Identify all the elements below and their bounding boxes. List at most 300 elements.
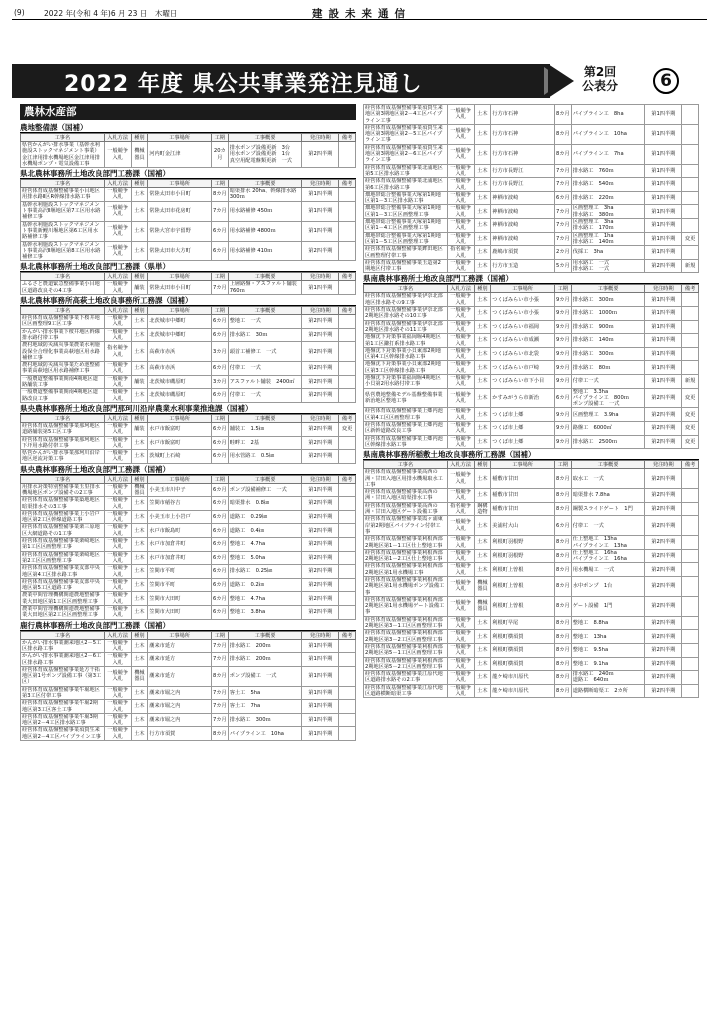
bureau-heading: 鹿行農林事務所土地改良部門工務課（国補） [20,620,356,631]
column-header-name: 工事名 [21,414,105,422]
column-header-method: 入札方法 [104,631,131,639]
work-type: 土木 [474,657,491,671]
work-location: 河内町金江津 [148,142,212,168]
work-term: 8カ月 [554,105,571,125]
remarks [339,700,356,714]
order-period: 第2四半期 [302,524,339,538]
column-header-note: 備考 [339,134,356,142]
column-header-kind: 種別 [474,461,491,469]
project-name: 経営体育成基盤整備事業上郷内池区幹線排水路工事 [364,435,448,449]
work-type: 土木 [474,219,491,233]
work-outline: 舗装工 1.5㎞ [228,422,302,436]
work-type: 土木 [474,347,491,361]
work-outline: 付帯工 一式 [228,389,302,403]
work-type: 機械器具 [474,577,491,597]
order-period: 第1四半期 [302,713,339,727]
work-location: 潮来市堀之内 [148,700,212,714]
remarks [682,563,699,577]
column-header-period: 発注時期 [302,134,339,142]
work-term: 9カ月 [554,320,571,334]
project-name: 経営体育成基盤整備事業栗崎地区第1工区区画整理工事 [21,538,105,552]
work-outline: 道路工 0.2㎞ [228,578,302,592]
work-location: 潮来市延方 [148,653,212,667]
order-period: 第1四半期 [645,178,682,192]
work-type: 土木 [474,307,491,321]
table-row [21,281,356,295]
work-outline: 排水路工 220ｍ [571,191,645,205]
order-period: 第1四半期 [302,700,339,714]
project-name: 経営体育成基盤整備事業霞ヶ浦東岸第2期地区パイプライン付帯工事 [364,516,448,536]
work-outline: 頭首工補修工 一式 [228,342,302,362]
left-column [20,104,356,741]
work-location: 鹿嶋市須賀 [491,246,555,260]
column-header-period: 発注時期 [302,307,339,315]
work-outline: 用水機場工 一式 [571,563,645,577]
title-banner [12,64,707,98]
column-header-period: 発注時期 [302,631,339,639]
work-outline: アスファルト舗装 2400㎡ [228,375,302,389]
project-name: 経営体育成基盤整備事業北浦地区第6工区排水路工事 [364,178,448,192]
bid-method: 一般競争入札 [104,436,131,450]
work-outline: 排水路工 0.25㎞ [228,565,302,579]
bid-method: 一般競争入札 [447,219,474,233]
remarks [682,105,699,125]
work-term: 9カ月 [554,408,571,422]
project-name: 経営体育成基盤整備事業伊奈北部2期地区排水路その11工事 [364,320,448,334]
project-name: 県営かんがい排水事業（基幹水利施設ストックマネジメント事業）金江津用排水機場地区金江津用排水機場ポンプ・電気設備工事 [21,142,105,168]
bureau-heading: 県南農林事務所土地改良部門工務課（国補） [363,273,699,284]
work-location: 小美玉市上小岩戸 [148,510,212,524]
table-row [21,686,356,700]
work-term: 7カ月 [211,700,228,714]
column-header-term: 工期 [554,461,571,469]
bid-method: 一般競争入札 [447,334,474,348]
table-row [21,524,356,538]
work-location: 笠間市稲谷吉 [148,497,212,511]
table-header-row [21,414,356,422]
project-name: 地盤沈下対策事業小貝東部2期地区第3工区幹線排水路工事 [364,361,448,375]
work-location: 北茨城市中郷町 [148,315,212,329]
order-period: 第2四半期 [645,422,682,436]
work-term: 9カ月 [554,334,571,348]
bid-method: 一般競争入札 [104,450,131,464]
column-header-term: 工期 [211,631,228,639]
project-name: 経営体育成基盤整備事業須賀生来地区第2－4工区パイプライン工事 [21,727,105,741]
work-location: 水戸市飯富町 [148,436,212,450]
work-outline: 取水工 一式 [571,469,645,489]
work-location: 利根町横須賀 [491,657,555,671]
work-type: 土木 [474,232,491,246]
work-outline: 整地工 3.8ha [228,606,302,620]
work-location: 潮来市堀之内 [148,686,212,700]
table-row [364,293,699,307]
bid-method: 一般競争入札 [447,105,474,125]
work-term: 8カ月 [554,671,571,685]
table-row [364,178,699,192]
column-header-location: 工事場所 [491,285,555,293]
bureau-heading: 県央農林事務所土地改良部門工務課（国補） [20,464,356,475]
remarks [682,536,699,550]
work-term: 8カ月 [554,144,571,164]
remarks [682,307,699,321]
bid-method: 一般競争入札 [447,361,474,375]
work-outline: 区画整理工 3ha 排水路工 170ｍ [571,219,645,233]
work-type: 土木 [131,713,148,727]
project-name: 経営体育成基盤整備事業上小岩戸地区第2工区幹線道路工事 [21,510,105,524]
remarks: 変更 [682,422,699,436]
remarks [339,342,356,362]
bid-method: 一般競争入札 [104,551,131,565]
work-location: 水戸市加倉井町 [148,538,212,552]
order-period: 第1四半期 [645,205,682,219]
bid-method: 一般競争入札 [447,435,474,449]
remarks [682,144,699,164]
work-location: つくばみらい市小張 [491,307,555,321]
work-type: 土木 [474,388,491,408]
order-period: 第2四半期 [645,259,682,273]
work-type: 土木 [131,188,148,202]
project-name: 経営体育成基盤整備事業須賀生来地区第3期地区第2－4工区パイプライン工事 [364,105,448,125]
project-name: 県営かんがい排水事業那珂川沿岸地区逆流対策工事 [21,450,105,464]
bid-method: 指名競争入札 [447,502,474,516]
order-period: 第2四半期 [645,643,682,657]
work-term: 7カ月 [554,178,571,192]
order-period: 第2四半期 [645,388,682,408]
bid-method: 一般競争入札 [104,315,131,329]
column-header-outline: 工事概要 [228,134,302,142]
bureau-heading: 県央農林事務所土地改良部門那珂川沿岸農業水利事業推進課（国補） [20,403,356,414]
work-outline: 区画整理工 1ha 排水路工 140ｍ [571,232,645,246]
project-name: 経営体育成基盤整備事業那珂地区下圷用水路付帯工事 [21,436,105,450]
column-header-term: 工期 [211,273,228,281]
remarks [339,241,356,261]
work-term: 8カ月 [554,489,571,503]
remarks [682,219,699,233]
remarks [339,606,356,620]
bid-method: 一般競争入札 [447,469,474,489]
table-row [364,374,699,388]
work-location: 高萩市赤浜 [148,342,212,362]
column-header-note: 備考 [682,461,699,469]
table-row [364,164,699,178]
work-term: 9カ月 [554,422,571,436]
order-period: 第2四半期 [645,469,682,489]
project-name: かんがい排水事業潮来地区2－6工区排水路工事 [21,653,105,667]
order-period: 第2四半期 [645,616,682,630]
project-name: かんがい排水事業下桜井地区幹線排水路付帯工事 [21,328,105,342]
column-header-term: 工期 [554,285,571,293]
project-name: 経営体育成基盤整備事業利根西部2期地区第1－1工区仕上整地工事 [364,536,448,550]
order-period: 第2四半期 [302,606,339,620]
bid-method: 一般競争入札 [447,347,474,361]
bureau-heading: 県南農林事務所稲敷土地改良事務所工務課（国補） [363,449,699,460]
remarks [682,671,699,685]
order-period: 第2四半期 [302,578,339,592]
column-header-period: 発注時期 [302,180,339,188]
column-header-name: 工事名 [21,307,105,315]
work-outline: 排水路工 540ｍ [571,178,645,192]
work-type: 舗装 [131,375,148,389]
work-term: 8カ月 [554,657,571,671]
project-name: 経営体育成基盤整備事業江原代地区道路横断暗渠工事 [364,684,448,698]
bid-method: 一般競争入札 [104,653,131,667]
work-type: 土木 [474,549,491,563]
remarks [682,577,699,597]
table-row [364,408,699,422]
table-row [21,436,356,450]
order-period: 第1四半期 [302,727,339,741]
project-name: 経営体育成基盤整備事業利根西部2期地区第5－1工区区画整理工事 [364,643,448,657]
table-row [21,221,356,241]
order-period: 第2四半期 [302,551,339,565]
work-term: 8カ月 [211,188,228,202]
work-outline: 路盤工 6000㎡ [571,422,645,436]
publication-line-1: 第2回 [583,65,617,79]
work-term: 6カ月 [211,436,228,450]
section-heading: 農林水産部 [20,104,356,120]
bid-method: 一般競争入札 [104,666,131,686]
project-name: 地盤沈下対策事業福岡堰4期地区第1工区鎌打系排水路工事 [364,334,448,348]
table-row [364,630,699,644]
work-term: 8カ月 [554,684,571,698]
table-row [364,549,699,563]
work-type: 土木 [474,671,491,685]
table-row [364,536,699,550]
table-row [364,388,699,408]
work-term: 8カ月 [554,563,571,577]
remarks [339,436,356,450]
bid-method: 一般競争入札 [104,497,131,511]
work-location: 北茨城市磯原町 [148,375,212,389]
table-row [21,592,356,606]
table-row [21,727,356,741]
work-term: 6カ月 [211,328,228,342]
work-outline: 排水路工 2500ｍ [571,435,645,449]
work-type: 土木 [474,536,491,550]
bid-method: 一般競争入札 [104,221,131,241]
bid-method: 一般競争入札 [104,510,131,524]
right-column [363,104,699,698]
newspaper-name: 建設未来通信 [312,8,411,20]
order-period: 第2四半期 [645,549,682,563]
work-term: 8カ月 [554,596,571,616]
project-name: 経営体育成基盤整備事業伊奈北部地区排水路その9工事 [364,293,448,307]
project-name: 経営体育成基盤整備事業鉾田地区区画整理付帯工事 [364,246,448,260]
bid-method: 一般競争入札 [447,549,474,563]
work-type: 土木 [474,516,491,536]
column-header-outline: 工事概要 [228,180,302,188]
column-header-outline: 工事概要 [571,461,645,469]
bid-method: 一般競争入札 [104,565,131,579]
work-type: 土木 [474,408,491,422]
work-term: 6カ月 [211,483,228,497]
project-table [20,475,356,620]
work-type: 土木 [474,320,491,334]
bid-method: 一般競争入札 [447,657,474,671]
column-header-note: 備考 [339,307,356,315]
work-type: 土木 [474,191,491,205]
work-term: 3カ月 [211,375,228,389]
project-name: 畑地帯総合整備事業大塚第1期地区第1－5工区区画整理工事 [364,232,448,246]
order-period: 第2四半期 [302,510,339,524]
project-table [20,272,356,295]
project-name: かんがい排水事業潮来地区2－5工区排水路工事 [21,639,105,653]
bid-method: 一般競争入札 [104,524,131,538]
order-period: 第2四半期 [645,536,682,550]
work-term: 7カ月 [211,281,228,295]
remarks [339,666,356,686]
remarks [682,596,699,616]
project-name: 経営体育成基盤整備事業栗三原地区大網道路その1工事 [21,524,105,538]
work-location: 北茨城市磯原町 [148,389,212,403]
project-name: 経営体育成基盤整備事業利根西部2期地区第3－2工区区画整理工事 [364,630,448,644]
work-type: 機械器具 [131,142,148,168]
work-outline: 整地工 8.8ha [571,616,645,630]
remarks [682,516,699,536]
project-name: 県営農地整備モデル基盤整備事業新治地区整地工事 [364,388,448,408]
order-period: 第2四半期 [302,362,339,376]
column-header-method: 入札方法 [104,134,131,142]
work-term: 6カ月 [554,191,571,205]
work-type: 土木 [474,361,491,375]
table-row [364,469,699,489]
table-row [364,205,699,219]
work-type: 土木 [131,727,148,741]
remarks [339,538,356,552]
table-row [21,422,356,436]
table-header-row [21,134,356,142]
order-period: 第1四半期 [645,307,682,321]
work-type: 土木 [474,684,491,698]
bid-method: 一般競争入札 [104,281,131,295]
table-row [364,259,699,273]
work-term: 7カ月 [211,713,228,727]
project-name: 経営体育成基盤整備事業栗崎地区第2工区区画整理工事 [21,551,105,565]
table-row [21,328,356,342]
table-row [364,516,699,536]
remarks [339,713,356,727]
project-name: 基幹水利施設ストックマネジメント事業高沢Ⅱ堰地区第7工区用水路補修工事 [21,201,105,221]
remarks [339,375,356,389]
banner-arrow [548,64,574,98]
work-type: 土木 [131,700,148,714]
work-location: つくばみらい市成瀬 [491,334,555,348]
project-name: 経営体育成基盤整備事業延方干拓地区第1号ポンプ設備工事（第3工区） [21,666,105,686]
work-outline: 整地工 5.0ha [228,551,302,565]
remarks [682,549,699,563]
project-name: 経営体育成基盤整備事業玉造第2期地区付帯工事 [364,259,448,273]
work-location: 利根町横須賀 [491,630,555,644]
work-term: 7カ月 [211,653,228,667]
bid-method: 一般競争入札 [447,307,474,321]
table-row [21,565,356,579]
order-period: 第1四半期 [645,246,682,260]
work-type: 土木 [474,643,491,657]
work-type: 土木 [474,105,491,125]
bid-method: 一般競争入札 [447,536,474,550]
work-term: 20カ月 [211,142,228,168]
work-type: 土木 [131,241,148,261]
work-location: つくば市上郷 [491,422,555,436]
table-row [21,188,356,202]
remarks [682,630,699,644]
column-header-kind: 種別 [474,285,491,293]
project-name: 畑地帯総合整備事業大塚第1期地区第1－3工区排水路工事 [364,191,448,205]
order-period: 第2四半期 [645,684,682,698]
remarks [339,727,356,741]
order-period: 第1四半期 [645,105,682,125]
work-type: 土木 [131,592,148,606]
table-row [21,201,356,221]
work-outline: ポンプ設備工 一式 [228,666,302,686]
bid-method: 一般競争入札 [447,191,474,205]
column-header-note: 備考 [339,180,356,188]
bid-method: 一般競争入札 [104,188,131,202]
work-outline: パイプライン工 10ha [228,727,302,741]
table-header-row [21,631,356,639]
bid-method: 一般競争入札 [104,241,131,261]
table-row [364,232,699,246]
work-outline: 客土工 7ha [228,700,302,714]
work-location: つくばみらい市戸崎 [491,361,555,375]
table-row [21,510,356,524]
work-type: 土木 [474,469,491,489]
table-row [21,483,356,497]
column-header-method: 入札方法 [447,285,474,293]
work-location: 行方市石神 [491,124,555,144]
remarks [682,469,699,489]
remarks: 新規 [682,374,699,388]
order-period: 第2四半期 [645,489,682,503]
work-term: 6カ月 [211,450,228,464]
project-name: 経営体育成基盤整備事業利根西部2期地区第3－1工区区画整理工事 [364,616,448,630]
work-term: 8カ月 [554,124,571,144]
table-row [364,657,699,671]
order-period: 第2四半期 [645,596,682,616]
table-row [21,666,356,686]
column-header-location: 工事場所 [148,414,212,422]
bid-method: 一般競争入札 [447,671,474,685]
order-period: 第1四半期 [645,334,682,348]
table-row [21,578,356,592]
work-term: 8カ月 [554,469,571,489]
order-period: 第2四半期 [645,408,682,422]
remarks [339,497,356,511]
remarks: 変更 [682,232,699,246]
work-term: 6カ月 [211,389,228,403]
work-location: 潮来市延方 [148,666,212,686]
project-table [20,179,356,261]
work-type: 土木 [474,374,491,388]
work-type: 土木 [474,246,491,260]
work-outline: 仕上整地工 16ha パイプライン工 16ha [571,549,645,563]
work-location: 北茨城市中郷町 [148,328,212,342]
remarks [682,178,699,192]
work-location: 潮来市堀之内 [148,713,212,727]
work-type: 機械器具 [474,596,491,616]
work-term: 8カ月 [554,643,571,657]
bid-method: 一般競争入札 [104,142,131,168]
work-location: 稲敷市甘田 [491,502,555,516]
bid-method: 一般競争入札 [447,178,474,192]
column-header-note: 備考 [339,414,356,422]
work-term: 6カ月 [211,592,228,606]
work-location: 行方市長野江 [491,178,555,192]
project-name: 経営体育成基盤整備事業友部中央地区第4工区排水路工事 [21,565,105,579]
work-type: 土木 [131,653,148,667]
work-outline: 排水路工 300ｍ [571,347,645,361]
work-location: 神栖市波崎 [491,232,555,246]
